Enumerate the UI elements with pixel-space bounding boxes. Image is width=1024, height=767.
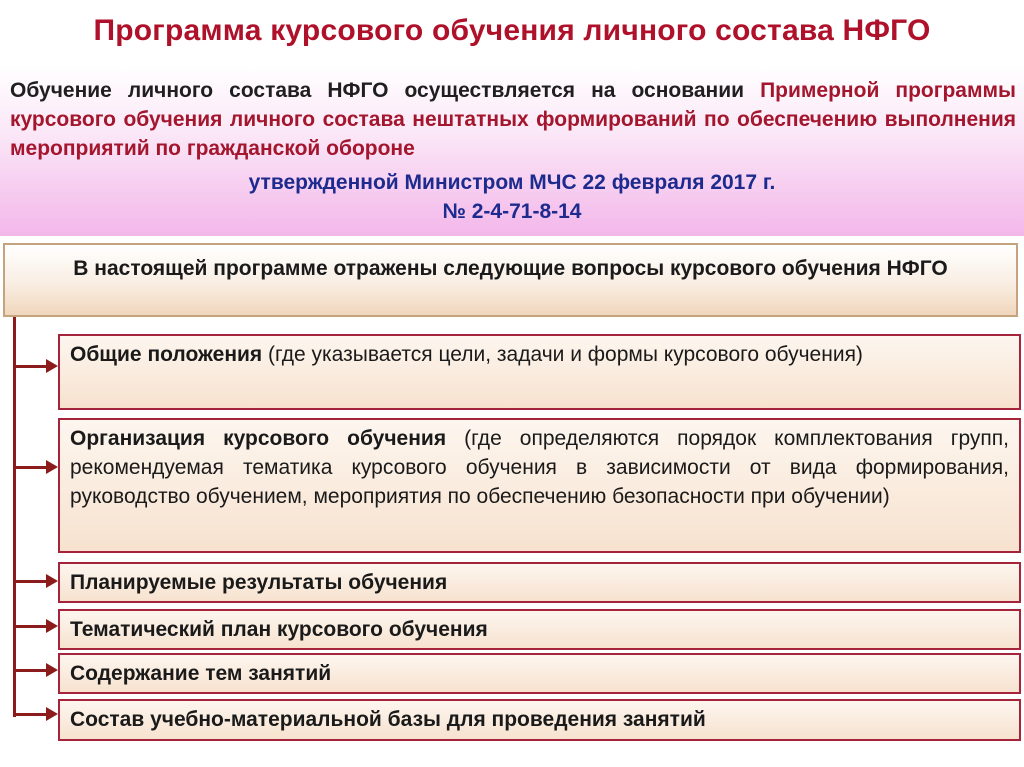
- topic-description: (где указывается цели, задачи и формы курсового обучения): [262, 343, 863, 366]
- topic-item-thematic-plan: [58, 609, 1021, 650]
- topic-title: Общие положения: [70, 343, 263, 366]
- topic-title: Тематический план курсового обучения: [70, 618, 488, 641]
- arrow-right-icon: [46, 619, 58, 633]
- intro-paragraph: [10, 76, 1016, 163]
- document-number: № 2-4-71-8-14: [442, 200, 582, 223]
- connector-4: [13, 625, 49, 628]
- arrow-right-icon: [46, 663, 58, 677]
- arrow-right-icon: [46, 707, 58, 721]
- tree-connector-line: [13, 317, 16, 717]
- topic-item-general: [58, 334, 1021, 410]
- connector-6: [13, 713, 49, 716]
- topic-item-materials: [58, 699, 1021, 741]
- intro-text: Обучение личного состава НФГО осуществляется на основании: [10, 79, 761, 102]
- topic-item-organization: [58, 418, 1021, 553]
- arrow-right-icon: [46, 359, 58, 373]
- connector-3: [13, 580, 49, 583]
- topic-description: (где определяются порядок комплектования групп, рекомендуемая тематика курсового обучения в зависимости от вида формирования, руководство обучением, мероприятия по обеспечению безопасности при обучении): [70, 427, 1009, 508]
- approval-line: утвержденной Министром МЧС 22 февраля 2017 г.: [248, 171, 776, 194]
- topic-title: Планируемые результаты обучения: [70, 571, 448, 594]
- arrow-right-icon: [46, 460, 58, 474]
- topic-title: Состав учебно-материальной базы для проведения занятий: [70, 708, 706, 731]
- connector-1: [13, 365, 49, 368]
- topic-title: Организация курсового обучения: [70, 427, 447, 450]
- page-title: Программа курсового обучения личного состава НФГО: [93, 14, 931, 47]
- connector-5: [13, 669, 49, 672]
- topic-title: Содержание тем занятий: [70, 662, 332, 685]
- connector-2: [13, 466, 49, 469]
- topic-item-results: [58, 562, 1021, 603]
- program-name: Примерной программы курсового обучения личного состава нештатных формирований по обеспечению выполнения мероприятий по гражданской обороне: [10, 79, 1016, 160]
- topic-item-content: [58, 653, 1021, 694]
- arrow-right-icon: [46, 574, 58, 588]
- intro-panel: [0, 66, 1024, 236]
- topics-header: В настоящей программе отражены следующие вопросы курсового обучения НФГО: [3, 243, 1018, 317]
